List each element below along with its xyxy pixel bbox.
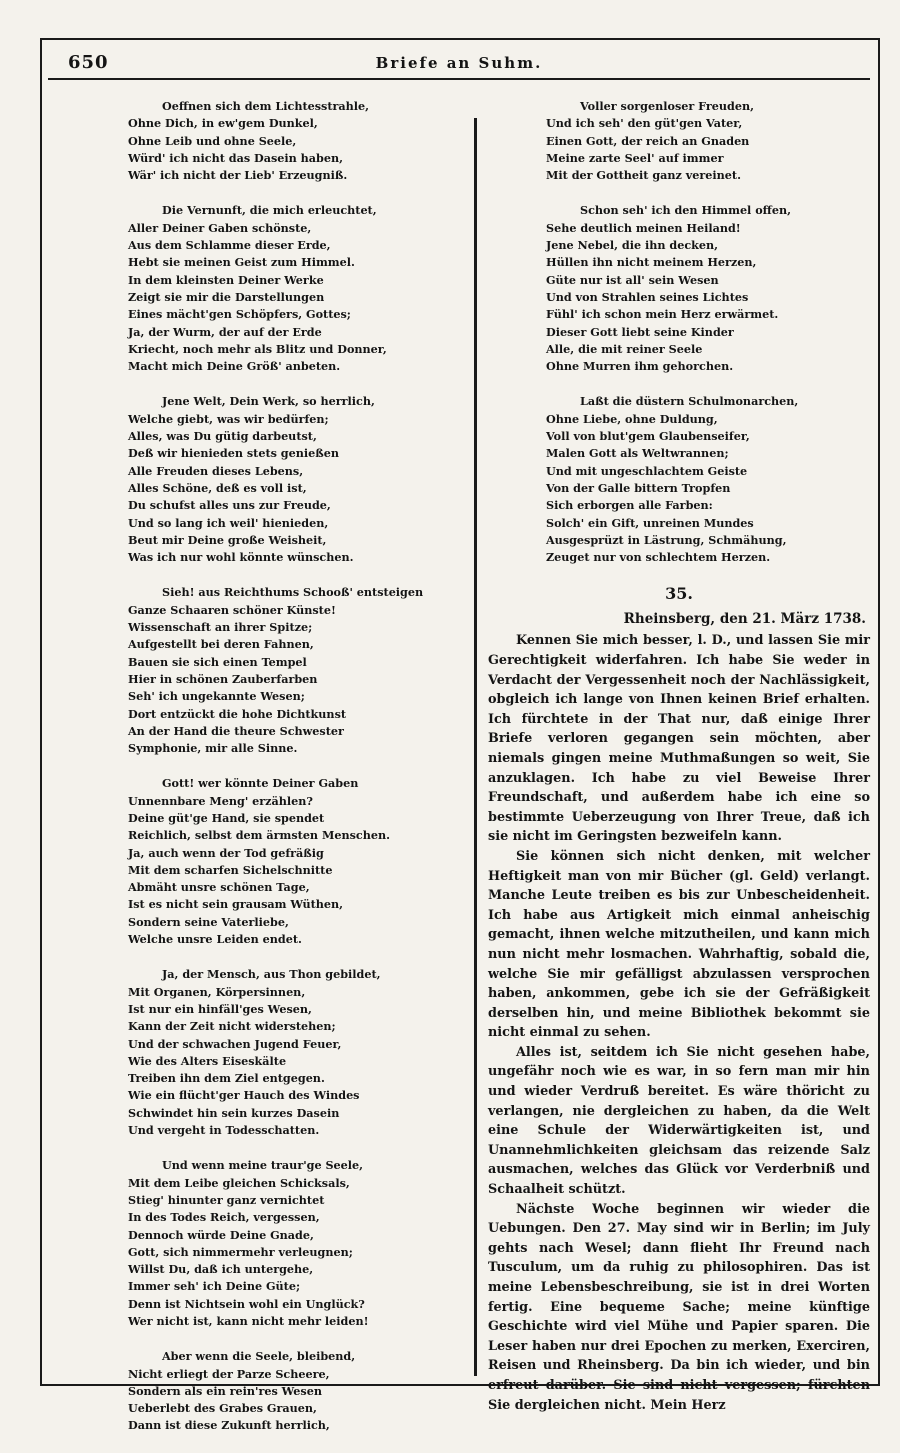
poem-line: Laßt die düstern Schulmonarchen,: [580, 394, 799, 409]
poem-stanza: [128, 98, 458, 184]
poem-line: Solch' ein Gift, unreinen Mundes: [546, 515, 754, 530]
poem-line: An der Hand die theure Schwester: [128, 723, 344, 738]
letter-paragraph: Nächste Woche beginnen wir wieder die Uebungen. Den 27. May sind wir in Berlin; im July gehts nach Wesel; dann flieht Ihr Freund nach Tusculum, um da ruhig zu philosophiren. Das ist meine Lebensbeschreibung, sie ist in drei Worten fertig. Eine bequeme Sache; meine künftige Geschichte wird viel Mühe und Papier sparen. Die Leser haben nur drei Epochen zu merken, Exerciren, Reisen und Rheinsberg. Da bin ich wieder, und bin erfreut darüber. Sie sind nicht vergessen; fürchten Sie dergleichen nicht. Mein Herz: [488, 1201, 870, 1413]
poem-line: Zeuget nur von schlechtem Herzen.: [546, 550, 771, 565]
poem-line: Symphonie, mir alle Sinne.: [128, 741, 298, 756]
poem-line: Und wenn meine traur'ge Seele,: [162, 1158, 364, 1173]
poem-line: Treiben ihn dem Ziel entgegen.: [128, 1071, 325, 1086]
poem-line: Fühl' ich schon mein Herz erwärmet.: [546, 307, 779, 322]
page-header: [48, 46, 870, 80]
running-head: Briefe an Suhm.: [375, 54, 543, 72]
poem-line: Denn ist Nichtsein wohl ein Unglück?: [128, 1296, 365, 1311]
poem-stanza: [128, 775, 458, 948]
poem-line: Und von Strahlen seines Lichtes: [546, 289, 749, 304]
letter-paragraph: Kennen Sie mich besser, l. D., und lassen Sie mir Gerechtigkeit widerfahren. Ich habe Sie weder in Verdacht der Vergessenheit noch der Nachlässigkeit, obgleich ich lange von Ihnen keinen Brief erhalten. Ich fürchtete in der That nur, daß einige Ihrer Briefe verloren gegangen sein möchten, aber niemals gingen meine Muthmaßungen so weit, Sie anzuklagen. Ich habe zu viel Beweise Ihrer Freundschaft, und außerdem habe ich eine so bestimmte Ueberzeugung von Ihrer Treue, daß ich sie nicht im Geringsten bezweifeln kann.: [488, 633, 870, 845]
poem-line: Ja, der Mensch, aus Thon gebildet,: [162, 967, 381, 982]
poem-line: Deine güt'ge Hand, sie spendet: [128, 810, 325, 825]
poem-line: Zeigt sie mir die Darstellungen: [128, 289, 325, 304]
poem-line: Welche giebt, was wir bedürfen;: [128, 411, 329, 426]
poem-line: Mit dem scharfen Sichelschnitte: [128, 862, 333, 877]
poem-line: Reichlich, selbst dem ärmsten Menschen.: [128, 828, 390, 843]
poem-line: Die Vernunft, die mich erleuchtet,: [162, 203, 377, 218]
poem-line: Alles Schöne, deß es voll ist,: [128, 480, 307, 495]
poem-line: Wie des Alters Eiseskälte: [128, 1053, 287, 1068]
poem-stanza: [128, 966, 458, 1139]
poem-line: Sieh! aus Reichthums Schooß' entsteigen: [162, 585, 424, 600]
poem-line: Du schufst alles uns zur Freude,: [128, 498, 331, 513]
poem-line: In dem kleinsten Deiner Werke: [128, 272, 324, 287]
poem-line: Wissenschaft an ihrer Spitze;: [128, 620, 313, 635]
poem-line: Alle, die mit reiner Seele: [546, 341, 703, 356]
poem-line: Ohne Liebe, ohne Duldung,: [546, 411, 718, 426]
poem-line: Mit der Gottheit ganz vereinet.: [546, 168, 741, 183]
letter-number: 35.: [665, 584, 693, 604]
poem-line: Und so lang ich weil' hienieden,: [128, 515, 329, 530]
poem-line: Und der schwachen Jugend Feuer,: [128, 1036, 342, 1051]
poem-stanza: [128, 584, 458, 757]
poem-line: Hüllen ihn nicht meinem Herzen,: [546, 255, 757, 270]
poem-line: Dann ist diese Zukunft herrlich,: [128, 1418, 330, 1433]
poem-line: Ganze Schaaren schöner Künste!: [128, 602, 336, 617]
poem-line: Immer seh' ich Deine Güte;: [128, 1279, 301, 1294]
poem-line: Sehe deutlich meinen Heiland!: [546, 220, 741, 235]
poem-line: Sich erborgen alle Farben:: [546, 498, 713, 513]
poem-line: Ohne Murren ihm gehorchen.: [546, 359, 734, 374]
poem-line: Aus dem Schlamme dieser Erde,: [128, 238, 331, 253]
poem-line: Und mit ungeschlachtem Geiste: [546, 463, 748, 478]
poem-line: Ausgesprüzt in Lästrung, Schmähung,: [546, 532, 787, 547]
poem-line: Ist nur ein hinfäll'ges Wesen,: [128, 1001, 312, 1016]
poem-stanza: [546, 98, 866, 184]
poem-line: Würd' ich nicht das Dasein haben,: [128, 150, 344, 165]
poem-line: Hier in schönen Zauberfarben: [128, 671, 318, 686]
column-divider: [474, 118, 477, 1376]
poem-line: Mit dem Leibe gleichen Schicksals,: [128, 1175, 350, 1190]
poem-line: Alles, was Du gütig darbeutst,: [128, 429, 317, 444]
poem-line: Unnennbare Meng' erzählen?: [128, 793, 313, 808]
right-column: [484, 98, 874, 1415]
poem-line: Schwindet hin sein kurzes Dasein: [128, 1105, 340, 1120]
poem-stanza: [128, 1348, 458, 1434]
poem-line: Oeffnen sich dem Lichtesstrahle,: [162, 99, 370, 113]
poem-line: Deß wir hienieden stets genießen: [128, 446, 339, 461]
poem-line: Welche unsre Leiden endet.: [128, 932, 302, 947]
poem-line: Was ich nur wohl könnte wünschen.: [128, 550, 354, 565]
poem-line: Ohne Leib und ohne Seele,: [128, 133, 297, 148]
poem-line: Eines mächt'gen Schöpfers, Gottes;: [128, 307, 351, 322]
poem-line: Mit Organen, Körpersinnen,: [128, 984, 306, 999]
poem-line: Dort entzückt die hohe Dichtkunst: [128, 706, 347, 721]
poem-line: Nicht erliegt der Parze Scheere,: [128, 1366, 330, 1381]
poem-line: Aber wenn die Seele, bleibend,: [162, 1349, 356, 1364]
poem-line: Voller sorgenloser Freuden,: [580, 99, 755, 113]
poem-line: Von der Galle bittern Tropfen: [546, 480, 731, 495]
poem-line: Kriecht, noch mehr als Blitz und Donner,: [128, 341, 387, 356]
poem-line: Aufgestellt bei deren Fahnen,: [128, 637, 314, 652]
poem-line: Kann der Zeit nicht widerstehen;: [128, 1019, 336, 1034]
poem-line: In des Todes Reich, vergessen,: [128, 1210, 320, 1225]
poem-line: Gott! wer könnte Deiner Gaben: [162, 776, 359, 791]
poem-line: Voll von blut'gem Glaubenseifer,: [546, 429, 750, 444]
poem-stanza: [128, 393, 458, 566]
poem-line: Seh' ich ungekannte Wesen;: [128, 689, 305, 704]
page-number: 650: [68, 52, 109, 73]
poem-line: Wie ein flücht'ger Hauch des Windes: [128, 1088, 360, 1103]
poem-line: Wär' ich nicht der Lieb' Erzeugniß.: [128, 168, 348, 183]
poem-line: Meine zarte Seel' auf immer: [546, 150, 724, 165]
letter-dateline: Rheinsberg, den 21. März 1738.: [623, 611, 866, 628]
poem-line: Willst Du, daß ich untergehe,: [128, 1262, 314, 1277]
poem-stanza: [128, 202, 458, 375]
letter-body: [484, 631, 874, 1415]
poem-line: Dennoch würde Deine Gnade,: [128, 1227, 314, 1242]
poem-line: Güte nur ist all' sein Wesen: [546, 272, 719, 287]
poem-line: Ueberlebt des Grabes Grauen,: [128, 1401, 317, 1416]
poem-line: Abmäht unsre schönen Tage,: [128, 880, 310, 895]
poem-line: Und vergeht in Todesschatten.: [128, 1123, 320, 1138]
poem-line: Sondern als ein rein'res Wesen: [128, 1383, 322, 1398]
poem-line: Bauen sie sich einen Tempel: [128, 654, 307, 669]
poem-line: Ja, der Wurm, der auf der Erde: [128, 324, 322, 339]
poem-line: Malen Gott als Weltwrannen;: [546, 446, 729, 461]
poem-stanza: [546, 393, 866, 566]
poem-line: Wer nicht ist, kann nicht mehr leiden!: [128, 1314, 369, 1328]
poem-line: Hebt sie meinen Geist zum Himmel.: [128, 255, 355, 270]
poem-line: Und ich seh' den güt'gen Vater,: [546, 116, 743, 131]
poem-stanza: [546, 202, 866, 375]
right-column-poem: [546, 98, 866, 566]
poem-line: Ist es nicht sein grausam Wüthen,: [128, 897, 344, 912]
poem-line: Sondern seine Vaterliebe,: [128, 914, 289, 929]
poem-line: Gott, sich nimmermehr verleugnen;: [128, 1244, 353, 1259]
poem-line: Aller Deiner Gaben schönste,: [128, 220, 312, 235]
poem-line: Beut mir Deine große Weisheit,: [128, 532, 327, 547]
letter-paragraph: Sie können sich nicht denken, mit welcher Heftigkeit man von mir Bücher (gl. Geld) verlangt. Manche Leute treiben es bis zur Unbescheidenheit. Ich habe aus Artigkeit mich einmal anheischig gemacht, ihnen welche mitzutheilen, und kann mich nun nicht mehr losmachen. Wahrhaftig, sobald die, welche Sie mir gefälligst abzulassen versprochen haben, ankommen, gebe ich sie der Gefräßigkeit derselben hin, und meine Bibliothek bekommt sie nicht einmal zu sehen.: [488, 848, 870, 1041]
poem-line: Macht mich Deine Größ' anbeten.: [128, 359, 341, 374]
poem-line: Ja, auch wenn der Tod gefräßig: [128, 845, 324, 860]
poem-line: Dieser Gott liebt seine Kinder: [546, 324, 734, 339]
letter-paragraph: Alles ist, seitdem ich Sie nicht gesehen habe, ungefähr noch wie es war, in so fern man mir hin und wieder Verdruß bereitet. Es wäre thöricht zu verlangen, nie dergleichen zu haben, da die Welt eine Schule der Widerwärtigkeiten ist, und Unannehmlichkeiten gleichsam das reizende Salz ausmachen, welches das Glück vor Verderbniß und Schaalheit schützt.: [488, 1044, 870, 1198]
poem-line: Ohne Dich, in ew'gem Dunkel,: [128, 116, 318, 131]
poem-line: Jene Nebel, die ihn decken,: [546, 238, 719, 253]
poem-line: Alle Freuden dieses Lebens,: [128, 463, 304, 478]
left-column-poem: [128, 98, 458, 1453]
poem-line: Jene Welt, Dein Werk, so herrlich,: [162, 394, 375, 409]
poem-line: Stieg' hinunter ganz vernichtet: [128, 1192, 325, 1207]
poem-stanza: [128, 1157, 458, 1330]
poem-line: Schon seh' ich den Himmel offen,: [580, 203, 791, 218]
poem-line: Einen Gott, der reich an Gnaden: [546, 133, 750, 148]
